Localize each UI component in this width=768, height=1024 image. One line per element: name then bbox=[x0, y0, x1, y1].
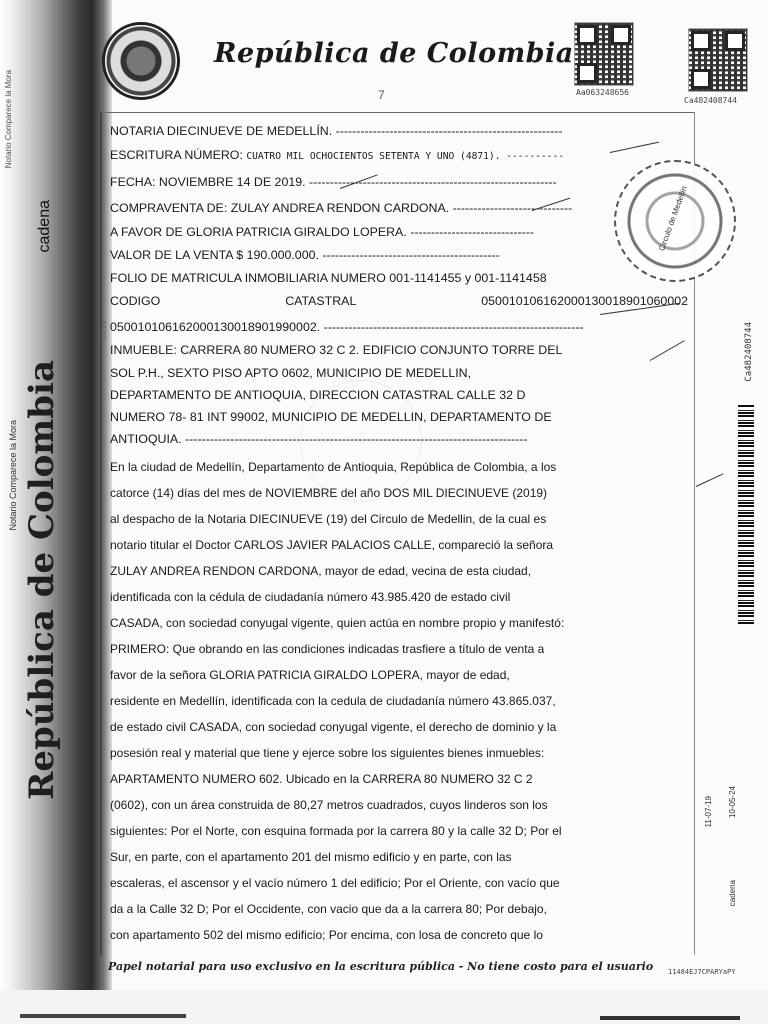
qr-code-icon-2 bbox=[688, 28, 748, 92]
body-line: con apartamento 502 del mismo edificio; Por encima, con losa de concreto que lo bbox=[110, 928, 543, 942]
notary-seal-icon bbox=[102, 22, 180, 100]
page-title: República de Colombia bbox=[214, 38, 574, 69]
deed-number-line bbox=[110, 147, 688, 165]
deed-number-label: ESCRITURA NÚMERO: bbox=[110, 148, 243, 162]
property-line-3: DEPARTAMENTO DE ANTIOQUIA, DIRECCION CATASTRAL CALLE 32 D bbox=[110, 388, 526, 402]
body-line: de estado civil CASADA, con sociedad conyugal vigente, el derecho de dominio y la bbox=[110, 720, 557, 734]
body-line: CASADA, con sociedad conyugal vigente, quien actúa en nombre propio y manifestó: bbox=[110, 616, 565, 630]
band-small-text-top: Notario Comparece la Mora bbox=[4, 70, 13, 169]
cadastral-line bbox=[110, 293, 688, 309]
folio-line: FOLIO DE MATRICULA INMOBILIARIA NUMERO 001-1141455 y 001-1141458 bbox=[110, 271, 547, 285]
body-line: ZULAY ANDREA RENDON CARDONA, mayor de edad, vecina de esta ciudad, bbox=[110, 564, 532, 578]
body-line: favor de la señora GLORIA PATRICIA GIRALDO LOPERA, mayor de edad, bbox=[110, 668, 510, 682]
property-line-4: NUMERO 78- 81 INT 99002, MUNICIPIO DE MEDELLIN, DEPARTAMENTO DE bbox=[110, 410, 552, 424]
ink-stroke bbox=[696, 473, 724, 487]
cadastral-code-2: 050010106162000130018901990002. --------------------------------------------------------------- bbox=[110, 320, 584, 334]
footer-code: 11484EJ7CPARYaPY bbox=[668, 968, 736, 976]
footer-note: Papel notarial para uso exclusivo en la escritura pública - No tiene costo para el usuario bbox=[108, 960, 654, 973]
deed-number-value: CUATRO MIL OCHOCIENTOS SETENTA Y UNO (4871). ---------- bbox=[246, 151, 565, 162]
next-page-edge bbox=[20, 1014, 186, 1018]
buyer-line: A FAVOR DE GLORIA PATRICIA GIRALDO LOPERA. ------------------------------ bbox=[110, 225, 534, 239]
sale-line: COMPRAVENTA DE: ZULAY ANDREA RENDON CARDONA. ----------------------------- bbox=[110, 201, 573, 215]
body-line: (0602), con un área construida de 80,27 metros cuadrados, cuyos linderos son los bbox=[110, 798, 548, 812]
barcode-icon bbox=[738, 404, 754, 624]
body-line: catorce (14) días del mes de NOVIEMBRE del año DOS MIL DIECINUEVE (2019) bbox=[110, 486, 548, 500]
value-line: VALOR DE LA VENTA $ 190.000.000. ------------------------------------------- bbox=[110, 248, 500, 262]
body-line: PRIMERO: Que obrando en las condiciones indicadas trasfiere a título de venta a bbox=[110, 642, 545, 656]
date-line: FECHA: NOVIEMBRE 14 DE 2019. ------------------------------------------------------------ bbox=[110, 175, 557, 189]
body-line: Sur, en parte, con el apartamento 201 del mismo edificio y en parte, con las bbox=[110, 850, 512, 864]
property-line-1: INMUEBLE: CARRERA 80 NUMERO 32 C 2. EDIFICIO CONJUNTO TORRE DEL bbox=[110, 343, 563, 357]
vertical-serial-number: Ca482408744 bbox=[744, 322, 754, 382]
property-line-5: ANTIOQUIA. ----------------------------------------------------------------------------------- bbox=[110, 432, 528, 446]
next-page-edge bbox=[600, 1016, 740, 1020]
body-line: APARTAMENTO NUMERO 602. Ubicado en la CARRERA 80 NUMERO 32 C 2 bbox=[110, 772, 533, 786]
body-line: siguientes: Por el Norte, con esquina formada por la carrera 80 y la calle 32 D; Por el bbox=[110, 824, 562, 838]
body-line: da a la Calle 32 D; Por el Occidente, con vacio que da a la carrera 80; Por debajo, bbox=[110, 902, 547, 916]
band-main-title: República de Colombia bbox=[22, 360, 62, 800]
body-line: identificada con la cédula de ciudadanía número 43.985.420 de estado civil bbox=[110, 590, 511, 604]
body-line: al despacho de la Notaria DIECINUEVE (19) del Circulo de Medellin, de la cual es bbox=[110, 512, 547, 526]
notary-line: NOTARIA DIECINUEVE DE MEDELLÍN. ------------------------------------------------------- bbox=[110, 124, 563, 138]
qr-code-number-2: Ca482408744 bbox=[684, 96, 737, 105]
band-cadena-text: cadena bbox=[36, 200, 53, 253]
body-line: En la ciudad de Medellín, Departamento de Antioquia, República de Colombia, a los bbox=[110, 460, 557, 474]
deed-content bbox=[100, 112, 695, 955]
band-small-text: Notario Comparece la Mora bbox=[8, 420, 18, 531]
body-line: residente en Medellín, identificada con la cedula de ciudadanía número 43.865.037, bbox=[110, 694, 556, 708]
side-meta-date-1: 11-07-19 bbox=[704, 796, 713, 828]
cadastral-word-1: CODIGO bbox=[110, 294, 161, 308]
property-line-2: SOL P.H., SEXTO PISO APTO 0602, MUNICIPIO DE MEDELLIN, bbox=[110, 366, 472, 380]
handwritten-page-number: 7 bbox=[378, 88, 385, 102]
qr-code-number-1: Aa063248656 bbox=[576, 88, 629, 97]
qr-code-icon bbox=[574, 22, 634, 86]
cadastral-word-2: CATASTRAL bbox=[285, 294, 357, 308]
body-line: posesión real y material que tiene y ejerce sobre los siguientes bienes inmuebles: bbox=[110, 746, 545, 760]
band-year: 2019 bbox=[98, 320, 108, 341]
side-meta-cadena: cadena bbox=[728, 880, 737, 907]
side-meta-date-2: 10-05-24 bbox=[728, 786, 737, 819]
body-line: escaleras, el ascensor y el vacío número 1 del edificio; Por el Oriente, con vacío que bbox=[110, 876, 560, 890]
stamp-text: Circulo de Medellín bbox=[657, 184, 689, 253]
cadastral-code: 050010106162000130018901060002 bbox=[481, 294, 688, 308]
body-line: notario titular el Doctor CARLOS JAVIER PALACIOS CALLE, compareció la señora bbox=[110, 538, 554, 552]
